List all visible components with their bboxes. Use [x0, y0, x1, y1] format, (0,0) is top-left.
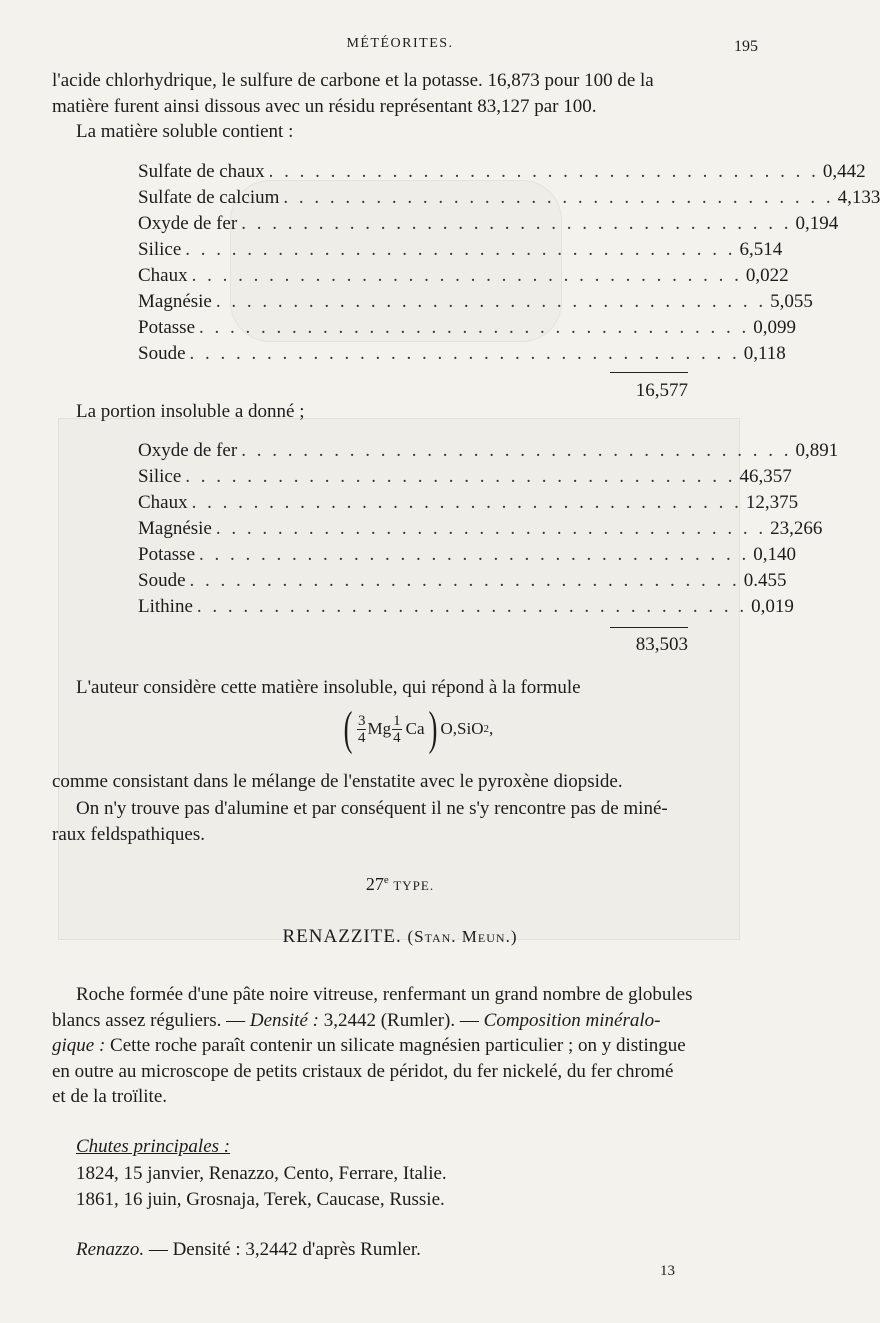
- row-value: 0,118: [743, 343, 786, 364]
- row-value: 0,194: [795, 213, 839, 234]
- description-line-3: [52, 1033, 764, 1058]
- fraction: [357, 713, 367, 746]
- species-author: (Stan. Meun.): [407, 927, 518, 946]
- text-run: 3,2442 (Rumler). —: [318, 1010, 484, 1031]
- renazzo-line: [76, 1237, 764, 1262]
- leader-dots: . . . . . . . . . . . . . . . . . . . . . . . . . . . . . . . . . . . .: [199, 544, 750, 565]
- row-label: Sulfate de chaux: [138, 161, 265, 182]
- table-row: [138, 594, 794, 620]
- renazzite-heading: [0, 926, 800, 948]
- row-value: 23,266: [770, 518, 823, 539]
- type-heading: [0, 874, 800, 895]
- text-run: blancs assez réguliers. —: [52, 1010, 250, 1031]
- italic-run: Chutes principales :: [76, 1136, 231, 1157]
- row-value: 0.455: [743, 570, 787, 591]
- leader-dots: . . . . . . . . . . . . . . . . . . . . . . . . . . . . . . . . . . . .: [241, 440, 792, 461]
- intro-line-2: matière furent ainsi dissous avec un résidu représentant 83,127 par 100.: [52, 96, 597, 117]
- leader-dots: . . . . . . . . . . . . . . . . . . . . . . . . . . . . . . . . . . . .: [215, 518, 767, 539]
- table-row: [138, 185, 880, 211]
- row-label: Silice: [138, 466, 182, 487]
- row-label: Sulfate de calcium: [138, 187, 280, 208]
- leader-dots: . . . . . . . . . . . . . . . . . . . . . . . . . . . . . . . . . . . .: [191, 265, 742, 286]
- table-row: [138, 159, 866, 185]
- leader-dots: . . . . . . . . . . . . . . . . . . . . . . . . . . . . . . . . . . . .: [191, 492, 742, 513]
- row-value: 5,055: [770, 291, 813, 312]
- leader-dots: . . . . . . . . . . . . . . . . . . . . . . . . . . . . . . . . . . . .: [215, 291, 767, 312]
- intro-line-1: l'acide chlorhydrique, le sulfure de carbone et la potasse. 16,873 pour 100 de la: [52, 70, 654, 91]
- species-name: RENAZZITE.: [282, 926, 402, 947]
- row-label: Potasse: [138, 317, 195, 338]
- table-row: [138, 315, 796, 341]
- leader-dots: . . . . . . . . . . . . . . . . . . . . . . . . . . . . . . . . . . . .: [189, 570, 740, 591]
- running-title: MÉTÉORITES.: [346, 36, 454, 51]
- page-header: [0, 36, 800, 58]
- element-ca: Ca: [405, 719, 425, 738]
- table-row: [138, 490, 799, 516]
- description-line-2: [52, 1008, 764, 1033]
- soluble-heading: La matière soluble contient :: [76, 121, 294, 142]
- row-value: 0,140: [753, 544, 796, 565]
- row-label: Lithine: [138, 596, 193, 617]
- close-paren: ): [428, 702, 437, 755]
- type-superscript: e: [383, 874, 389, 886]
- consistant-line: comme consistant dans le mélange de l'enstatite avec le pyroxène diopside.: [52, 771, 623, 792]
- row-label: Magnésie: [138, 518, 212, 539]
- italic-run: Densité :: [249, 1010, 319, 1031]
- type-number: 27: [365, 874, 384, 894]
- table-row: [138, 568, 787, 594]
- row-label: Magnésie: [138, 291, 212, 312]
- numerator: 3: [357, 712, 366, 729]
- chute-item: 1824, 15 janvier, Renazzo, Cento, Ferrare, Italie.: [76, 1163, 447, 1184]
- open-paren: (: [343, 702, 353, 755]
- row-value: 6,514: [739, 239, 783, 260]
- row-value: 0,022: [745, 265, 789, 286]
- insoluble-total: 83,503: [635, 634, 688, 655]
- table-row: [138, 542, 796, 568]
- row-label: Oxyde de fer: [138, 440, 238, 461]
- leader-dots: . . . . . . . . . . . . . . . . . . . . . . . . . . . . . . . . . . . .: [189, 343, 740, 364]
- row-label: Chaux: [138, 265, 188, 286]
- row-value: 0,099: [753, 317, 796, 338]
- chemical-formula: ( $\frac{3}{4}$ Mg $\frac{1}{4}$ Ca ) O,SiO 2 ,: [343, 702, 494, 755]
- leader-dots: . . . . . . . . . . . . . . . . . . . . . . . . . . . . . . . . . . . .: [185, 239, 736, 260]
- description-line-1: Roche formée d'une pâte noire vitreuse, renfermant un grand nombre de globules: [76, 984, 693, 1005]
- row-label: Silice: [138, 239, 182, 260]
- insoluble-table: [138, 438, 839, 620]
- element-mg: Mg: [367, 719, 392, 738]
- chutes-heading: [76, 1134, 764, 1159]
- leader-dots: . . . . . . . . . . . . . . . . . . . . . . . . . . . . . . . . . . . .: [268, 161, 819, 182]
- table-row: [138, 263, 789, 289]
- table-row: [138, 211, 839, 237]
- soluble-total: 16,577: [635, 380, 688, 401]
- row-value: 4,133: [837, 187, 880, 208]
- page-number: 195: [734, 38, 758, 55]
- row-value: 12,375: [745, 492, 799, 513]
- denominator: 4: [393, 729, 401, 746]
- alumine-line-1: On n'y trouve pas d'alumine et par conséquent il ne s'y rencontre pas de miné-: [76, 798, 668, 819]
- italic-run: gique :: [52, 1035, 106, 1056]
- row-value: 0,019: [751, 596, 794, 617]
- numerator: 1: [393, 712, 401, 729]
- table-row: [138, 289, 813, 315]
- alumine-line-2: raux feldspathiques.: [52, 824, 206, 845]
- table-row: [138, 438, 839, 464]
- sum-rule: [610, 627, 688, 628]
- row-value: 0,891: [795, 440, 839, 461]
- formula-intro: L'auteur considère cette matière insoluble, qui répond à la formule: [76, 677, 581, 698]
- description-line-5: et de la troïlite.: [52, 1086, 168, 1107]
- italic-run: Renazzo.: [76, 1239, 145, 1260]
- table-row: [138, 341, 786, 367]
- text-run: Cette roche paraît contenir un silicate magnésien particulier ; on y distingue: [105, 1035, 686, 1056]
- table-row: [138, 237, 783, 263]
- insoluble-heading: La portion insoluble a donné ;: [76, 401, 305, 422]
- row-value: 46,357: [739, 466, 792, 487]
- table-row: [138, 516, 823, 542]
- denominator: 4: [357, 729, 366, 746]
- leader-dots: . . . . . . . . . . . . . . . . . . . . . . . . . . . . . . . . . . . .: [196, 596, 748, 617]
- row-label: Potasse: [138, 544, 195, 565]
- italic-run: Composition minéralo-: [483, 1010, 661, 1031]
- formula-comma: ,: [488, 719, 494, 738]
- type-word: TYPE.: [393, 878, 435, 893]
- text-run: — Densité : 3,2442 d'après Rumler.: [144, 1239, 421, 1260]
- chute-item: 1861, 16 juin, Grosnaja, Terek, Caucase, Russie.: [76, 1189, 445, 1210]
- formula-tail: O,SiO: [440, 719, 484, 738]
- leader-dots: . . . . . . . . . . . . . . . . . . . . . . . . . . . . . . . . . . . .: [241, 213, 792, 234]
- leader-dots: . . . . . . . . . . . . . . . . . . . . . . . . . . . . . . . . . . . .: [283, 187, 834, 208]
- sum-rule: [610, 372, 688, 373]
- table-row: [138, 464, 792, 490]
- leader-dots: . . . . . . . . . . . . . . . . . . . . . . . . . . . . . . . . . . . .: [199, 317, 750, 338]
- signature-mark: 13: [660, 1263, 675, 1279]
- soluble-table: [138, 159, 880, 367]
- row-label: Chaux: [138, 492, 188, 513]
- row-label: Soude: [138, 343, 186, 364]
- row-label: Soude: [138, 570, 186, 591]
- row-value: 0,442: [822, 161, 866, 182]
- leader-dots: . . . . . . . . . . . . . . . . . . . . . . . . . . . . . . . . . . . .: [185, 466, 736, 487]
- description-line-4: en outre au microscope de petits cristaux de péridot, du fer nickelé, du fer chromé: [52, 1061, 674, 1082]
- fraction: [392, 713, 402, 746]
- row-label: Oxyde de fer: [138, 213, 238, 234]
